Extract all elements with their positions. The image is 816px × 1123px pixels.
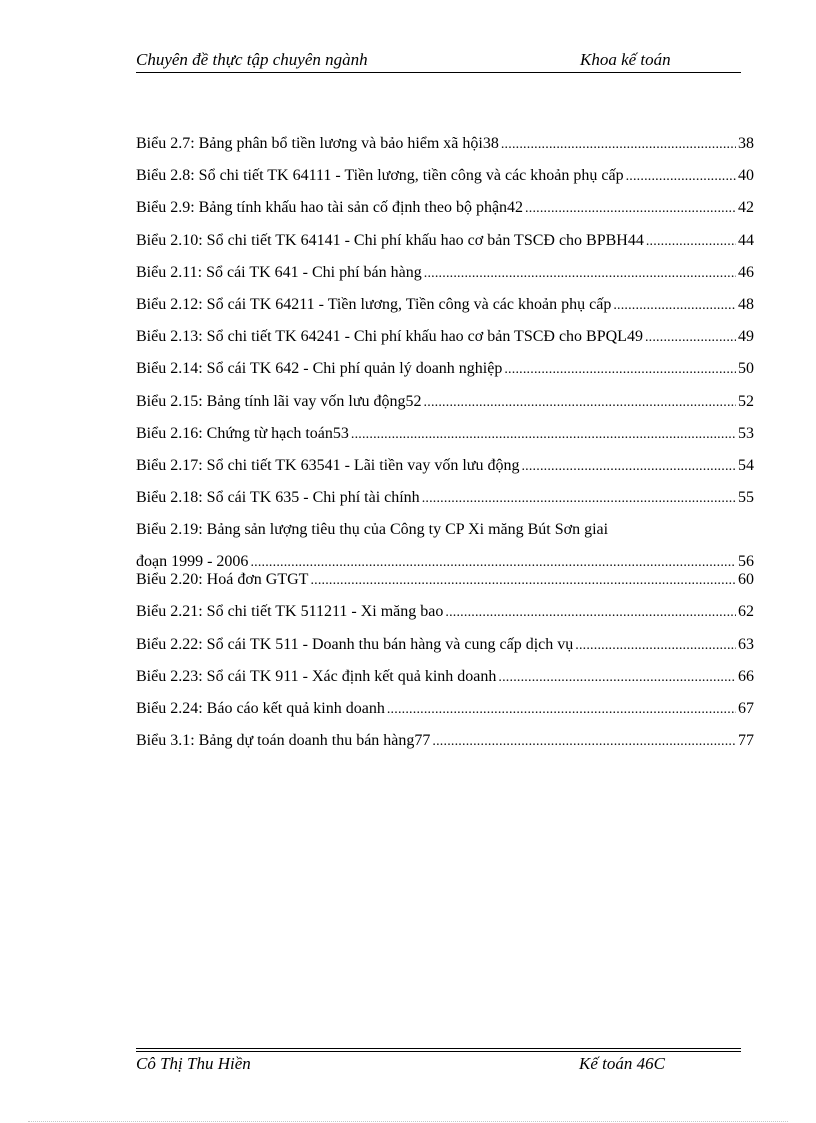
toc-entry-page: 62	[738, 603, 754, 621]
toc-entry[interactable]	[136, 601, 754, 633]
toc-leader	[525, 198, 736, 220]
toc-leader	[422, 488, 736, 510]
toc-entry-page: 38	[738, 135, 754, 152]
toc-entry-title: Biểu 2.11: Sổ cái TK 641 - Chi phí bán hàng	[136, 263, 422, 281]
toc-entry-page: 40	[738, 167, 754, 185]
toc-entry-title: Biểu 2.23: Sổ cái TK 911 - Xác định kết quả kinh doanh	[136, 667, 497, 685]
toc-entry-page: 54	[738, 456, 754, 474]
header-right-text: Khoa kế toán	[580, 50, 671, 69]
toc-entry-title: đoạn 1999 - 2006	[136, 553, 249, 570]
toc-leader	[387, 699, 736, 721]
toc-entry-page: 67	[738, 700, 754, 717]
toc-entry-page: 50	[738, 360, 754, 378]
toc-entry-title: Biểu 2.12: Sổ cái TK 64211 - Tiền lương, Tiền công và các khoản phụ cấp	[136, 295, 612, 313]
toc-entry-title-line1: Biểu 2.19: Bảng sản lượng tiêu thụ của Công ty CP Xi măng Bút Sơn giai	[136, 521, 609, 539]
toc-entry-title: Biểu 2.18: Sổ cái TK 635 - Chi phí tài chính	[136, 489, 420, 507]
toc-leader	[445, 602, 736, 624]
toc-leader	[424, 263, 736, 285]
toc-leader	[310, 570, 736, 592]
toc-entry-title: Biểu 2.17: Sổ chi tiết TK 63541 - Lãi tiền vay vốn lưu động	[136, 456, 520, 474]
toc-entry-page: 46	[738, 263, 754, 281]
toc-entry[interactable]	[136, 455, 754, 487]
toc-leader	[575, 635, 736, 657]
table-of-figures	[136, 133, 754, 762]
toc-leader	[432, 731, 736, 753]
toc-entry-page: 66	[738, 667, 754, 685]
toc-entry-page: 52	[738, 392, 754, 410]
toc-entry-page: 48	[738, 295, 754, 313]
toc-leader	[613, 295, 736, 317]
toc-entry[interactable]	[136, 165, 754, 197]
toc-entry[interactable]	[136, 423, 754, 455]
toc-entry-page: 42	[738, 199, 754, 217]
toc-entry[interactable]	[136, 519, 754, 569]
toc-entry-title: Biểu 2.13: Sổ chi tiết TK 64241 - Chi phí khấu hao cơ bản TSCĐ cho BPQL49	[136, 328, 643, 346]
header-left-text: Chuyên đề thực tập chuyên ngành	[136, 50, 368, 69]
toc-entry[interactable]	[136, 730, 754, 762]
toc-entry[interactable]	[136, 294, 754, 326]
toc-entry-title: Biểu 3.1: Bảng dự toán doanh thu bán hàng77	[136, 732, 431, 750]
toc-entry[interactable]	[136, 391, 754, 423]
header-divider	[136, 72, 741, 73]
toc-entry-page: 77	[738, 732, 754, 750]
page-header	[136, 50, 741, 72]
toc-entry-page: 53	[738, 424, 754, 442]
toc-entry-title: Biểu 2.22: Sổ cái TK 511 - Doanh thu bán hàng và cung cấp dịch vụ	[136, 635, 574, 653]
toc-entry-page: 56	[738, 553, 754, 570]
toc-entry[interactable]	[136, 197, 754, 229]
toc-leader	[645, 327, 736, 349]
toc-entry-page: 63	[738, 635, 754, 653]
page-edge-line	[28, 1121, 788, 1122]
toc-leader	[351, 424, 736, 446]
toc-entry-title: Biểu 2.24: Báo cáo kết quả kinh doanh	[136, 700, 385, 717]
toc-leader	[521, 456, 736, 478]
toc-entry-page: 60	[738, 571, 754, 589]
toc-entry[interactable]	[136, 698, 754, 730]
toc-entry[interactable]	[136, 326, 754, 358]
toc-entry-title: Biểu 2.10: Sổ chi tiết TK 64141 - Chi phí khấu hao cơ bản TSCĐ cho BPBH44	[136, 231, 644, 249]
toc-entry-title: Biểu 2.14: Sổ cái TK 642 - Chi phí quản lý doanh nghiệp	[136, 360, 503, 378]
toc-entry-title: Biểu 2.15: Bảng tính lãi vay vốn lưu động52	[136, 392, 422, 410]
toc-entry-title: Biểu 2.21: Sổ chi tiết TK 511211 - Xi măng bao	[136, 603, 444, 621]
toc-entry[interactable]	[136, 569, 754, 601]
toc-entry-title: Biểu 2.20: Hoá đơn GTGT	[136, 571, 309, 589]
toc-entry[interactable]	[136, 358, 754, 390]
page-footer	[136, 1054, 741, 1076]
toc-entry-title: Biểu 2.16: Chứng từ hạch toán53	[136, 424, 349, 442]
toc-entry-page: 49	[738, 328, 754, 346]
toc-leader	[501, 134, 736, 156]
toc-entry-title: Biểu 2.8: Sổ chi tiết TK 64111 - Tiền lương, tiền công và các khoản phụ cấp	[136, 167, 624, 185]
toc-entry[interactable]	[136, 666, 754, 698]
toc-leader	[504, 359, 736, 381]
toc-leader	[646, 231, 736, 253]
toc-entry[interactable]	[136, 133, 754, 165]
toc-leader	[626, 166, 736, 188]
toc-entry-page: 55	[738, 489, 754, 507]
toc-entry[interactable]	[136, 262, 754, 294]
footer-divider-top	[136, 1048, 741, 1049]
footer-right-text: Kế toán 46C	[579, 1054, 665, 1073]
toc-entry[interactable]	[136, 634, 754, 666]
toc-entry[interactable]	[136, 487, 754, 519]
footer-divider-bottom	[136, 1051, 741, 1052]
toc-leader	[250, 552, 736, 569]
toc-entry-page: 44	[738, 231, 754, 249]
toc-leader	[424, 392, 736, 414]
toc-leader	[498, 667, 736, 689]
toc-entry-title: Biểu 2.9: Bảng tính khấu hao tài sản cố định theo bộ phận42	[136, 199, 524, 217]
footer-left-text: Cô Thị Thu Hiền	[136, 1054, 251, 1073]
toc-entry[interactable]	[136, 230, 754, 262]
toc-entry-title: Biểu 2.7: Bảng phân bổ tiền lương và bảo hiểm xã hội38	[136, 135, 499, 152]
